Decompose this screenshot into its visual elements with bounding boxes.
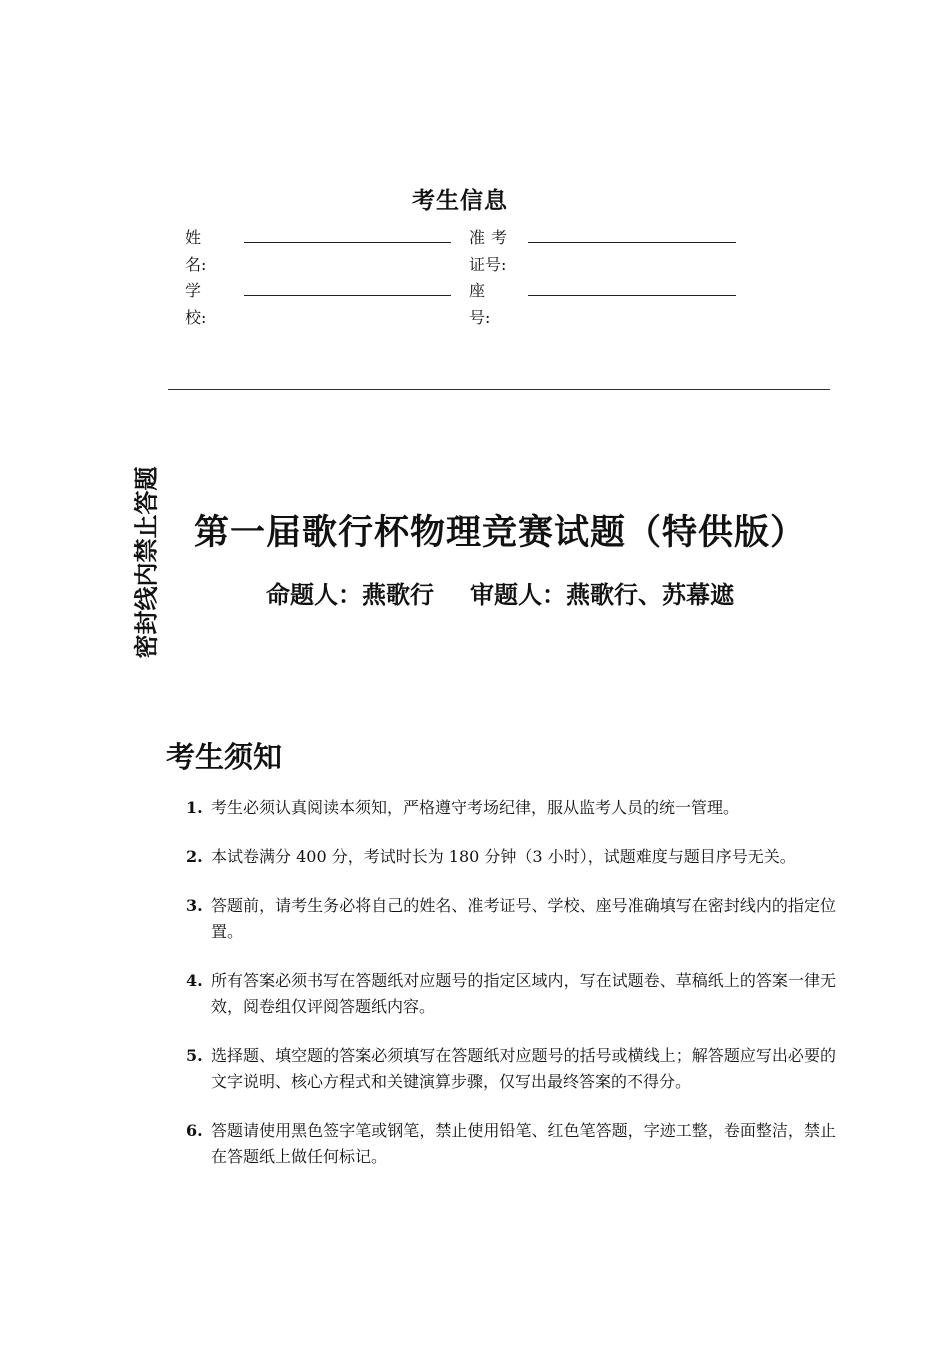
reviewer-text: 审题人：燕歌行、苏幕遮 (470, 580, 734, 609)
seat-input-line[interactable] (528, 295, 736, 296)
school-label (185, 277, 225, 331)
seat-label (469, 277, 509, 331)
notice-item-text: 考生必须认真阅读本须知，严格遵守考场纪律，服从监考人员的统一管理。 (211, 798, 740, 817)
notice-item (186, 795, 836, 821)
notice-item (186, 1043, 836, 1095)
notice-item (186, 893, 836, 945)
exam-title: 第一届歌行杯物理竞赛试题（特供版） (193, 512, 806, 553)
school-input-line[interactable] (244, 295, 451, 296)
exam-id-input-line[interactable] (528, 242, 736, 243)
school-label-line1: 学 (185, 281, 202, 300)
school-label-line2: 校: (185, 308, 207, 327)
exam-id-label (469, 224, 519, 278)
name-label-line2: 名: (185, 255, 207, 274)
seat-label-line2: 号: (469, 308, 491, 327)
name-label-line1: 姓 (185, 228, 202, 247)
authors-line (0, 575, 950, 610)
notice-item-number: 3. (186, 896, 203, 915)
notice-item-number: 6. (186, 1121, 203, 1140)
notice-heading: 考生须知 (166, 740, 283, 774)
exam-id-label-line2: 证号: (469, 255, 507, 274)
name-input-line[interactable] (244, 242, 451, 243)
candidate-info-title: 考生信息 (412, 187, 508, 214)
notice-item (186, 968, 836, 1020)
exam-id-label-line1: 准考 (469, 228, 514, 247)
seal-line (168, 389, 830, 390)
notice-item-text: 所有答案必须书写在答题纸对应题号的指定区域内，写在试题卷、草稿纸上的答案一律无效，阅卷组仅评阅答题纸内容。 (211, 971, 836, 1016)
seat-label-line1: 座 (469, 281, 486, 300)
notice-item-number: 2. (186, 847, 203, 866)
notice-item-text: 答题请使用黑色签字笔或钢笔，禁止使用铅笔、红色笔答题，字迹工整，卷面整洁，禁止在答题纸上做任何标记。 (211, 1121, 836, 1166)
seal-note (126, 462, 162, 662)
notice-item-number: 1. (186, 798, 203, 817)
seal-note-text: 密封线内禁止答题 (131, 466, 161, 658)
notice-list (186, 795, 836, 1193)
notice-item-text: 本试卷满分 400 分，考试时长为 180 分钟（3 小时），试题难度与题目序号无关。 (211, 847, 796, 866)
notice-item-text: 答题前，请考生务必将自己的姓名、准考证号、学校、座号准确填写在密封线内的指定位置。 (211, 896, 836, 941)
setter-text: 命题人：燕歌行 (266, 580, 434, 609)
notice-item-number: 5. (186, 1046, 203, 1065)
notice-item (186, 1118, 836, 1170)
notice-item (186, 844, 836, 870)
notice-item-number: 4. (186, 971, 203, 990)
name-label (185, 224, 225, 278)
notice-item-text: 选择题、填空题的答案必须填写在答题纸对应题号的括号或横线上；解答题应写出必要的文字说明、核心方程式和关键演算步骤，仅写出最终答案的不得分。 (211, 1046, 836, 1091)
